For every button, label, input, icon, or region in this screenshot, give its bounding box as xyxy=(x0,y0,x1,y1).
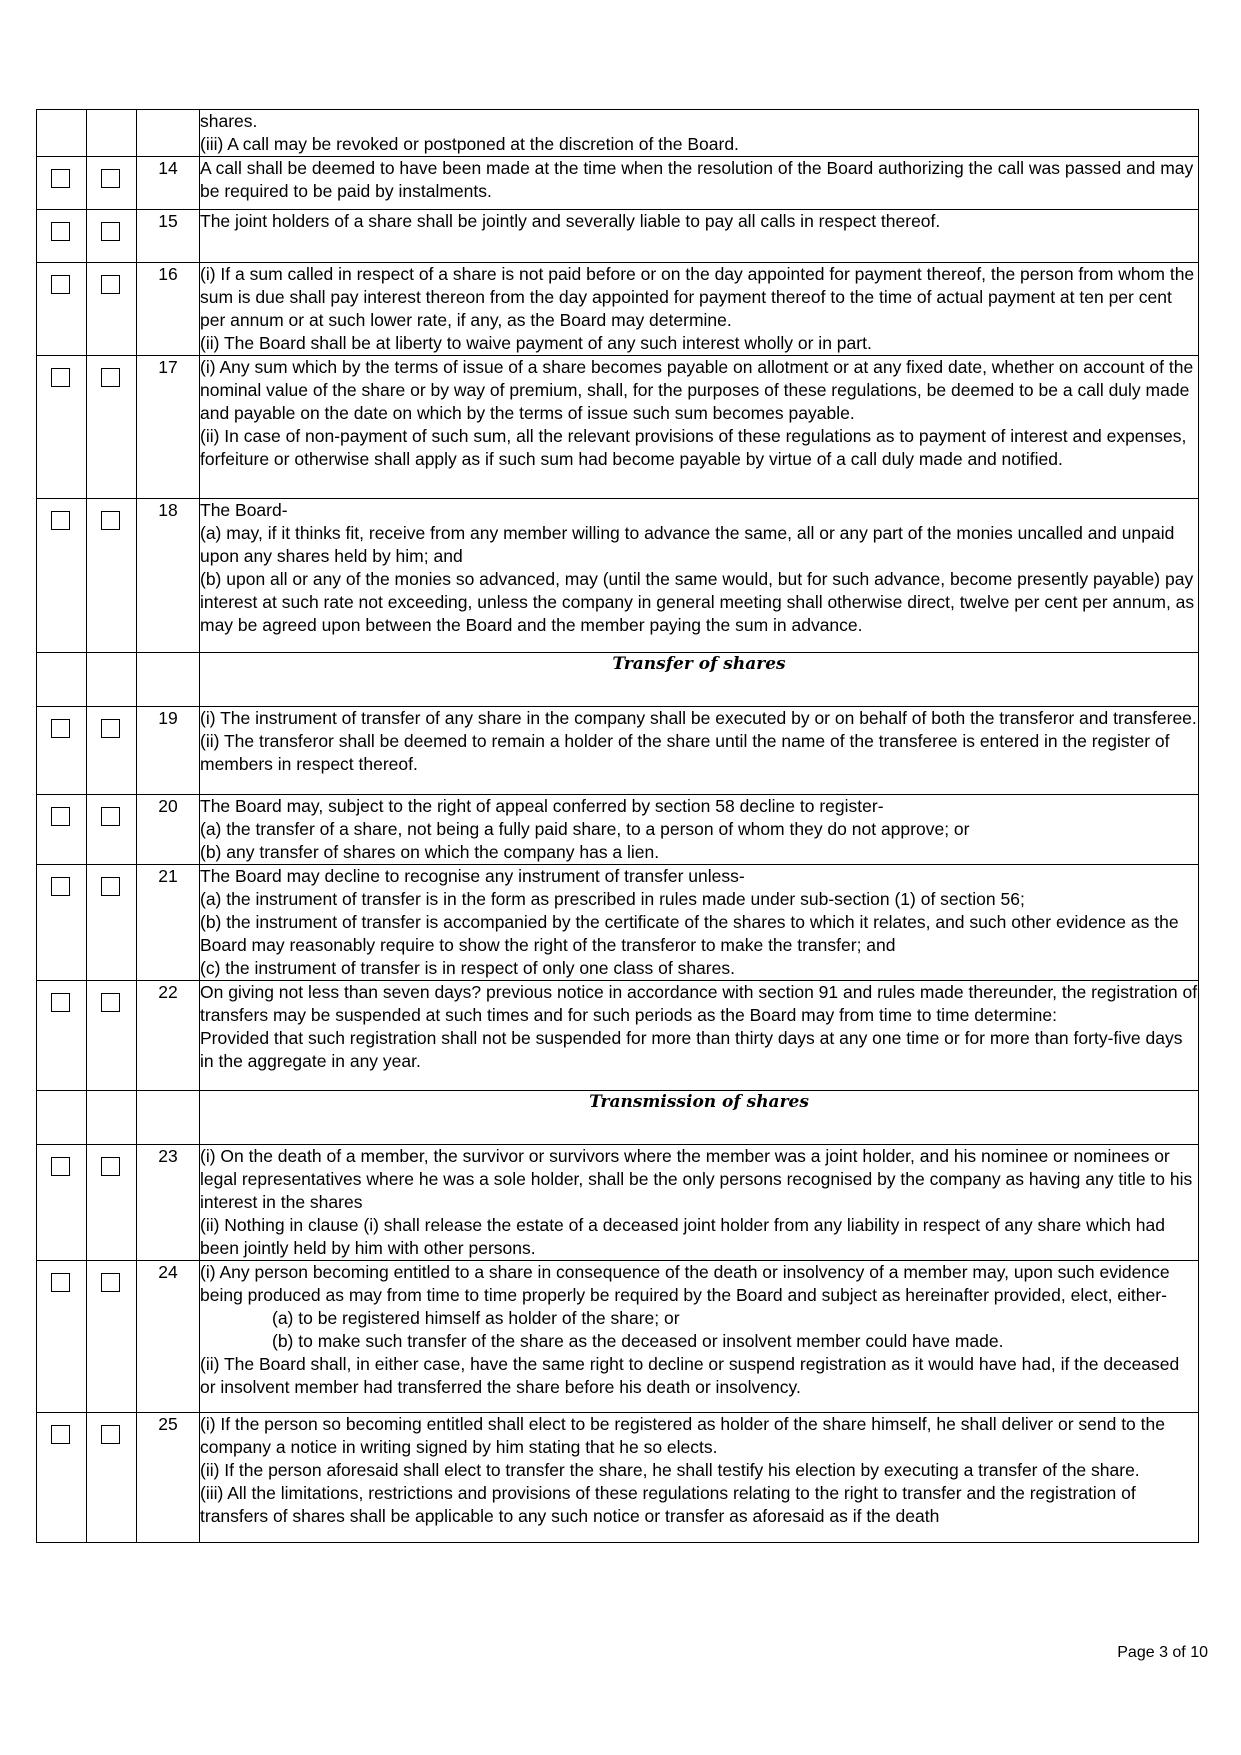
checkbox[interactable] xyxy=(101,719,120,738)
checkbox-cell-1 xyxy=(37,157,87,210)
checkbox[interactable] xyxy=(101,275,120,294)
checkbox-cell-2 xyxy=(87,795,137,865)
regulation-row xyxy=(37,707,1199,795)
checkbox-cell-2 xyxy=(87,981,137,1091)
regulation-number xyxy=(137,1091,200,1145)
checkbox-cell-1 xyxy=(37,1091,87,1145)
regulation-row xyxy=(37,795,1199,865)
checkbox[interactable] xyxy=(101,511,120,530)
regulation-clause: (i) The instrument of transfer of any share in the company shall be executed by or on behalf of both the transferor and transferee. xyxy=(200,708,1197,728)
section-heading-row xyxy=(37,653,1199,707)
regulation-clause: (iii) A call may be revoked or postponed at the discretion of the Board. xyxy=(200,134,739,154)
regulation-row xyxy=(37,356,1199,499)
regulation-clause: (a) may, if it thinks fit, receive from any member willing to advance the same, all or any part of the monies uncalled and unpaid upon any shares held by him; and xyxy=(200,523,1175,566)
checkbox[interactable] xyxy=(51,169,70,188)
checkbox[interactable] xyxy=(51,1425,70,1444)
regulation-number: 17 xyxy=(137,356,200,499)
page-number: Page 3 of 10 xyxy=(1117,1644,1208,1661)
regulation-clause: (i) Any sum which by the terms of issue of a share becomes payable on allotment or at any fixed date, whether on account of the nominal value of the share or by way of premium, shall, for the purposes of these regulations, be deemed to be a call duly made and payable on the date on which by the terms of issue such sum becomes payable. xyxy=(200,357,1194,423)
checkbox[interactable] xyxy=(101,1157,120,1176)
checkbox-cell-1 xyxy=(37,1413,87,1543)
checkbox-cell-1 xyxy=(37,795,87,865)
checkbox[interactable] xyxy=(101,169,120,188)
checkbox[interactable] xyxy=(51,993,70,1012)
regulation-text xyxy=(200,110,1199,157)
regulation-row xyxy=(37,981,1199,1091)
regulation-text xyxy=(200,356,1199,499)
checkbox[interactable] xyxy=(101,877,120,896)
checkbox[interactable] xyxy=(51,511,70,530)
checkbox[interactable] xyxy=(51,719,70,738)
regulation-text xyxy=(200,210,1199,263)
regulation-clause: The joint holders of a share shall be jointly and severally liable to pay all calls in respect thereof. xyxy=(200,211,941,231)
regulation-number: 21 xyxy=(137,865,200,981)
regulation-text xyxy=(200,157,1199,210)
checkbox[interactable] xyxy=(101,1425,120,1444)
regulation-clause: (ii) Nothing in clause (i) shall release the estate of a deceased joint holder from any liability in respect of any share which had been jointly held by him with other persons. xyxy=(200,1215,1165,1258)
regulation-row xyxy=(37,1145,1199,1261)
regulation-text xyxy=(200,1413,1199,1543)
checkbox[interactable] xyxy=(51,1157,70,1176)
regulation-clause: The Board may, subject to the right of appeal conferred by section 58 decline to register- xyxy=(200,796,884,816)
checkbox[interactable] xyxy=(51,1273,70,1292)
regulation-number: 22 xyxy=(137,981,200,1091)
regulation-clause: The Board- xyxy=(200,500,288,520)
checkbox-cell-1 xyxy=(37,1261,87,1413)
regulation-row xyxy=(37,110,1199,157)
checkbox-cell-1 xyxy=(37,356,87,499)
regulation-clause: On giving not less than seven days? previous notice in accordance with section 91 and rules made thereunder, the registration of transfers may be suspended at such times and for such periods as the Board may from time to time determine: xyxy=(200,982,1198,1025)
checkbox-cell-1 xyxy=(37,499,87,653)
regulation-clause: (b) any transfer of shares on which the company has a lien. xyxy=(200,842,660,862)
regulation-text xyxy=(200,865,1199,981)
checkbox-cell-1 xyxy=(37,981,87,1091)
regulation-text xyxy=(200,981,1199,1091)
regulation-row xyxy=(37,263,1199,356)
regulation-text xyxy=(200,795,1199,865)
checkbox-cell-1 xyxy=(37,865,87,981)
checkbox-cell-2 xyxy=(87,356,137,499)
regulation-clause: (b) upon all or any of the monies so advanced, may (until the same would, but for such advance, become presently payable) pay interest at such rate not exceeding, unless the company in general meeting shall otherwise direct, twelve per cent per annum, as may be agreed upon between the Board and the member paying the sum in advance. xyxy=(200,569,1195,635)
regulation-clause: (a) the transfer of a share, not being a fully paid share, to a person of whom they do not approve; or xyxy=(200,819,970,839)
regulation-clause: shares. xyxy=(200,111,258,131)
checkbox[interactable] xyxy=(51,222,70,241)
checkbox-cell-2 xyxy=(87,210,137,263)
regulation-row xyxy=(37,1261,1199,1413)
checkbox-cell-2 xyxy=(87,865,137,981)
checkbox-cell-2 xyxy=(87,1091,137,1145)
regulation-text xyxy=(200,263,1199,356)
regulation-text xyxy=(200,707,1199,795)
checkbox-cell-1 xyxy=(37,210,87,263)
regulation-clause: A call shall be deemed to have been made at the time when the resolution of the Board authorizing the call was passed and may be required to be paid by instalments. xyxy=(200,158,1194,201)
regulation-row xyxy=(37,210,1199,263)
regulation-text xyxy=(200,1145,1199,1261)
checkbox[interactable] xyxy=(51,807,70,826)
section-heading: Transfer of shares xyxy=(200,653,1199,707)
checkbox[interactable] xyxy=(101,368,120,387)
regulation-clause: (ii) If the person aforesaid shall elect to transfer the share, he shall testify his election by executing a transfer of the share. xyxy=(200,1460,1140,1480)
regulation-clause: (a) to be registered himself as holder of the share; or xyxy=(272,1308,680,1328)
regulation-number: 16 xyxy=(137,263,200,356)
checkbox-cell-2 xyxy=(87,157,137,210)
regulation-clause: The Board may decline to recognise any instrument of transfer unless- xyxy=(200,866,745,886)
regulation-number xyxy=(137,110,200,157)
checkbox[interactable] xyxy=(51,275,70,294)
checkbox[interactable] xyxy=(101,222,120,241)
regulation-clause: (ii) The Board shall, in either case, have the same right to decline or suspend registration as it would have had, if the deceased or insolvent member had transferred the share before his death or insolvency. xyxy=(200,1354,1180,1397)
checkbox-cell-1 xyxy=(37,1145,87,1261)
checkbox-cell-1 xyxy=(37,653,87,707)
checkbox-cell-2 xyxy=(87,1413,137,1543)
regulations-table xyxy=(36,109,1199,1543)
regulation-number: 20 xyxy=(137,795,200,865)
checkbox[interactable] xyxy=(101,1273,120,1292)
regulation-row xyxy=(37,499,1199,653)
regulation-number xyxy=(137,653,200,707)
regulation-row xyxy=(37,157,1199,210)
regulation-clause: (i) Any person becoming entitled to a share in consequence of the death or insolvency of a member may, upon such evidence being produced as may from time to time properly be required by the Board and subject as hereinafter provided, elect, either- xyxy=(200,1262,1170,1305)
regulation-number: 15 xyxy=(137,210,200,263)
regulation-clause: (i) If a sum called in respect of a share is not paid before or on the day appointed for payment thereof, the person from whom the sum is due shall pay interest thereon from the day appointed for payment thereof to the time of actual payment at ten per cent per annum or at such lower rate, if any, as the Board may determine. xyxy=(200,264,1195,330)
regulation-number: 18 xyxy=(137,499,200,653)
checkbox-cell-2 xyxy=(87,263,137,356)
regulation-clause: (b) the instrument of transfer is accompanied by the certificate of the shares to which it relates, and such other evidence as the Board may reasonably require to show the right of the transferor to make the transfer; and xyxy=(200,912,1179,955)
checkbox-cell-1 xyxy=(37,263,87,356)
regulation-number: 23 xyxy=(137,1145,200,1261)
regulation-text xyxy=(200,1261,1199,1413)
regulation-clause: Provided that such registration shall not be suspended for more than thirty days at any one time or for more than forty-five days in the aggregate in any year. xyxy=(200,1028,1183,1071)
checkbox-cell-1 xyxy=(37,707,87,795)
section-heading-row xyxy=(37,1091,1199,1145)
checkbox[interactable] xyxy=(101,807,120,826)
checkbox-cell-2 xyxy=(87,707,137,795)
regulation-clause: (c) the instrument of transfer is in respect of only one class of shares. xyxy=(200,958,735,978)
regulation-clause: (a) the instrument of transfer is in the form as prescribed in rules made under sub-section (1) of section 56; xyxy=(200,889,1025,909)
checkbox-cell-2 xyxy=(87,110,137,157)
section-heading: Transmission of shares xyxy=(200,1091,1199,1145)
checkbox[interactable] xyxy=(51,368,70,387)
regulation-row xyxy=(37,1413,1199,1543)
regulation-clause: (ii) The transferor shall be deemed to remain a holder of the share until the name of the transferee is entered in the register of members in respect thereof. xyxy=(200,731,1170,774)
checkbox[interactable] xyxy=(101,993,120,1012)
regulation-clause: (i) If the person so becoming entitled shall elect to be registered as holder of the share himself, he shall deliver or send to the company a notice in writing signed by him stating that he so elects. xyxy=(200,1414,1165,1457)
regulation-clause: (ii) The Board shall be at liberty to waive payment of any such interest wholly or in part. xyxy=(200,333,872,353)
checkbox-cell-2 xyxy=(87,1261,137,1413)
regulation-number: 14 xyxy=(137,157,200,210)
regulation-clause: (b) to make such transfer of the share as the deceased or insolvent member could have made. xyxy=(272,1331,1004,1351)
checkbox-cell-2 xyxy=(87,1145,137,1261)
checkbox-cell-2 xyxy=(87,499,137,653)
regulation-number: 19 xyxy=(137,707,200,795)
regulation-clause: (ii) In case of non-payment of such sum, all the relevant provisions of these regulations as to payment of interest and expenses, forfeiture or otherwise shall apply as if such sum had become payable by virtue of a call duly made and notified. xyxy=(200,426,1187,469)
regulation-row xyxy=(37,865,1199,981)
regulation-number: 25 xyxy=(137,1413,200,1543)
regulation-number: 24 xyxy=(137,1261,200,1413)
checkbox[interactable] xyxy=(51,877,70,896)
regulation-clause: (i) On the death of a member, the survivor or survivors where the member was a joint holder, and his nominee or nominees or legal representatives where he was a sole holder, shall be the only persons recognised by the company as having any title to his interest in the shares xyxy=(200,1146,1193,1212)
checkbox-cell-2 xyxy=(87,653,137,707)
checkbox-cell-1 xyxy=(37,110,87,157)
regulation-text xyxy=(200,499,1199,653)
regulation-clause: (iii) All the limitations, restrictions and provisions of these regulations relating to the right to transfer and the registration of transfers of shares shall be applicable to any such notice or transfer as aforesaid as if the death xyxy=(200,1483,1136,1526)
